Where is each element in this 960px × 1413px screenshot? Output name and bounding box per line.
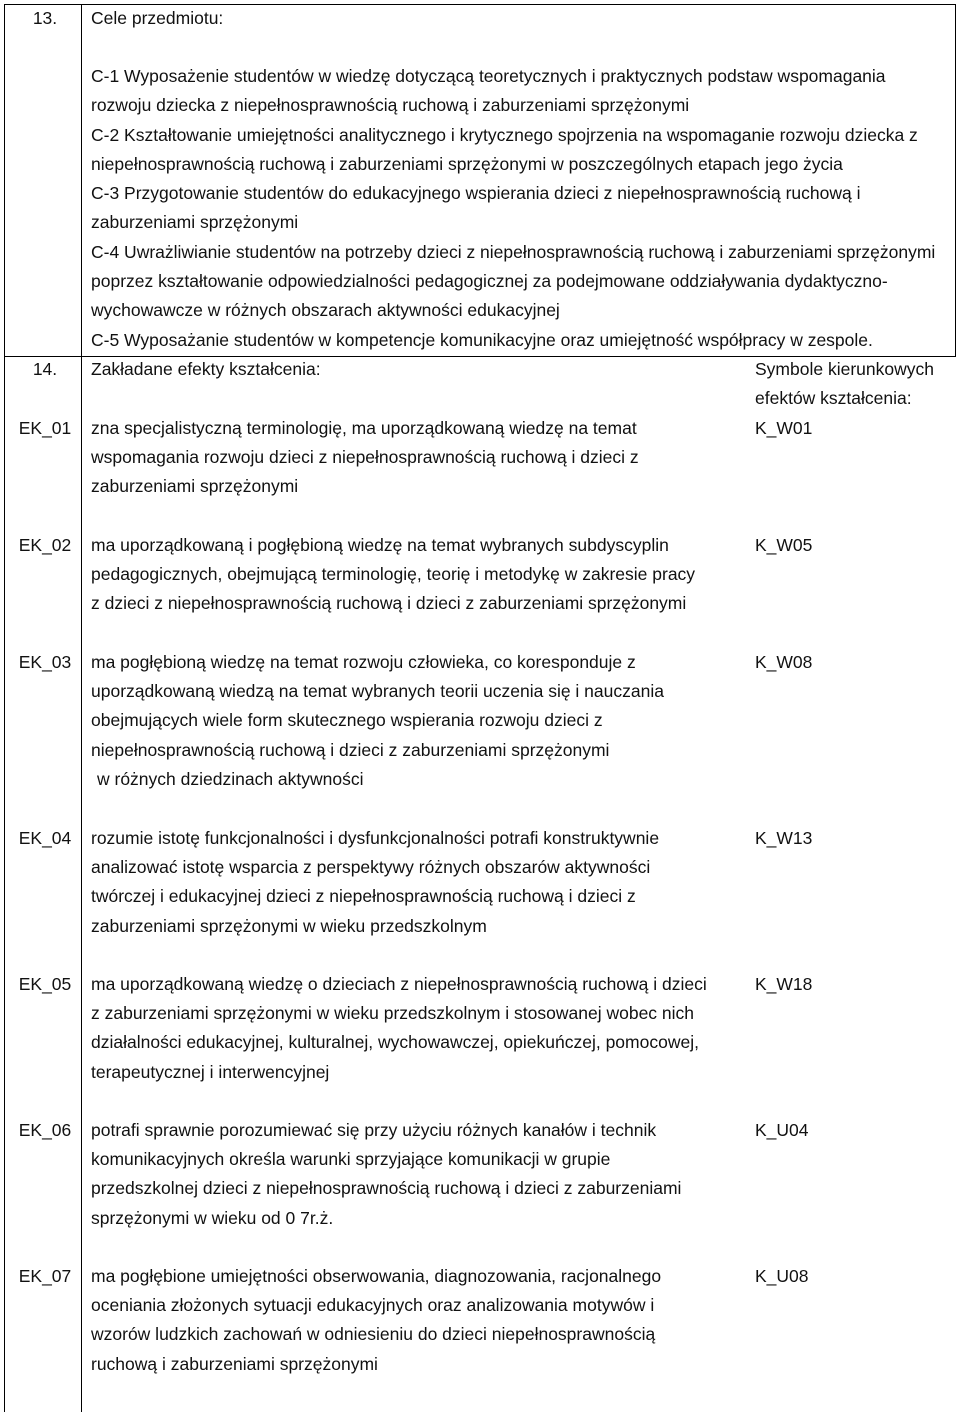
symbols-header-line: efektów kształcenia: [755,388,912,408]
section-14-number: 14. [32,359,58,379]
table-right-border [955,4,956,356]
outcome-code: EK_06 [18,1120,72,1140]
outcome-line: terapeutycznej i interwencyjnej [91,1061,330,1082]
goal-item: C-1 Wyposażenie studentów w wiedzę dotyczącą teoretycznych i praktycznych podstaw wspomagania rozwoju dziecka z niepełnosprawnością ruchową i zaburzeniami sprzężonymi [91,66,886,116]
outcome-line: zna specjalistyczną terminologię, ma uporządkowaną wiedzę na temat [91,418,637,438]
outcome-code: EK_03 [18,652,72,672]
outcome-line: ruchową i zaburzeniami sprzężonymi [91,1353,378,1374]
outcome-description [91,1262,739,1379]
outcome-line: potrafi sprawnie porozumiewać się przy użyciu różnych kanałów i technik [91,1120,657,1140]
outcome-line: komunikacyjnych określa warunki sprzyjające komunikacji w grupie [91,1149,611,1170]
outcome-description [91,970,739,1087]
outcome-line: oceniania złożonych sytuacji edukacyjnych oraz analizowania motywów i [91,1295,655,1316]
outcome-code: EK_07 [18,1266,72,1286]
outcome-symbol: K_W05 [755,535,813,555]
outcome-line: zaburzeniami sprzężonymi [91,476,299,497]
outcome-line: z zaburzeniami sprzężonymi w wieku przedszkolnym i stosowanej wobec nich [91,1003,695,1024]
section-13-title: Cele przedmiotu: [91,8,224,28]
section-13-number: 13. [32,8,58,28]
outcome-line: zaburzeniami sprzężonymi w wieku przedszkolnym [91,915,487,936]
outcome-line: z dzieci z niepełnosprawnością ruchową i dzieci z zaburzeniami sprzężonymi [91,593,687,614]
outcome-symbol: K_U04 [755,1120,809,1140]
table-column-divider [81,4,82,1412]
goals-list [91,62,946,355]
outcome-line: sprzężonymi w wieku od 0 7r.ż. [91,1207,334,1228]
outcome-line: obejmujących wiele form skutecznego wspierania rozwoju dzieci z [91,710,603,731]
section-14-title: Zakładane efekty kształcenia: [91,359,321,379]
outcome-line: przedszkolnej dzieci z niepełnosprawnością ruchową i dzieci z zaburzeniami [91,1178,682,1199]
outcome-line: rozumie istotę funkcjonalności i dysfunkcjonalności potrafi konstruktywnie [91,828,660,848]
outcome-line: pedagogicznych, obejmującą terminologię, teorię i metodykę w zakresie pracy [91,564,696,585]
goal-item: C-5 Wyposażanie studentów w kompetencje komunikacyjne oraz umiejętność współpracy w zespole. [91,329,873,350]
goal-item: C-3 Przygotowanie studentów do edukacyjnego wspierania dzieci z niepełnosprawnością ruchową i zaburzeniami sprzężonymi [91,183,861,233]
outcome-line: twórczej i edukacyjnej dzieci z niepełnosprawnością ruchową i dzieci z [91,886,636,907]
outcome-description [91,1116,739,1233]
outcome-description [91,414,739,502]
outcome-line: ma uporządkowaną i pogłębioną wiedzę na temat wybranych subdyscyplin [91,535,669,555]
outcome-line: wzorów ludzkich zachowań w odniesieniu do dzieci niepełnosprawnością [91,1324,656,1345]
outcome-description [91,648,739,794]
outcome-line: uporządkowaną wiedzą na temat wybranych teorii uczenia się i nauczania [91,681,664,702]
outcome-line: w różnych dziedzinach aktywności [97,768,364,789]
outcome-symbol: K_W13 [755,828,813,848]
table-left-border [4,4,5,1412]
outcome-symbol: K_W08 [755,652,813,672]
goal-item: C-4 Uwrażliwianie studentów na potrzeby dzieci z niepełnosprawnością ruchową i zaburzeniami sprzężonymi poprzez kształtowanie odpowiedzialności pedagogicznej za podejmowane oddziaływania dydaktyczno-wychowawcze w różnych obszarach aktywności edukacyjnej [91,241,936,321]
symbols-header [755,355,950,413]
outcome-line: ma uporządkowaną wiedzę o dzieciach z niepełnosprawnością ruchową i dzieci [91,974,707,994]
outcome-line: niepełnosprawnością ruchową i dzieci z zaburzeniami sprzężonymi [91,739,610,760]
outcome-description [91,531,739,619]
outcome-line: działalności edukacyjnej, kulturalnej, wychowawczej, opiekuńczej, pomocowej, [91,1032,699,1053]
outcome-line: wspomagania rozwoju dzieci z niepełnosprawnością ruchową i dzieci z [91,447,639,468]
outcome-symbol: K_W18 [755,974,813,994]
outcome-line: ma pogłębione umiejętności obserwowania, diagnozowania, racjonalnego [91,1266,662,1286]
outcome-symbol: K_U08 [755,1266,809,1286]
outcome-code: EK_01 [18,418,72,438]
outcome-line: analizować istotę wsparcia z perspektywy różnych obszarów aktywności [91,857,651,878]
outcome-symbol: K_W01 [755,418,813,438]
outcome-code: EK_02 [18,535,72,555]
outcome-description [91,824,739,941]
outcome-code: EK_05 [18,974,72,994]
outcome-line: ma pogłębioną wiedzę na temat rozwoju człowieka, co koresponduje z [91,652,636,672]
goal-item: C-2 Kształtowanie umiejętności analitycznego i krytycznego spojrzenia na wspomaganie rozwoju dziecka z niepełnosprawnością ruchową i zaburzeniami sprzężonymi w poszczególnych etapach jego życia [91,124,918,174]
outcome-code: EK_04 [18,828,72,848]
symbols-header-line: Symbole kierunkowych [755,359,934,379]
